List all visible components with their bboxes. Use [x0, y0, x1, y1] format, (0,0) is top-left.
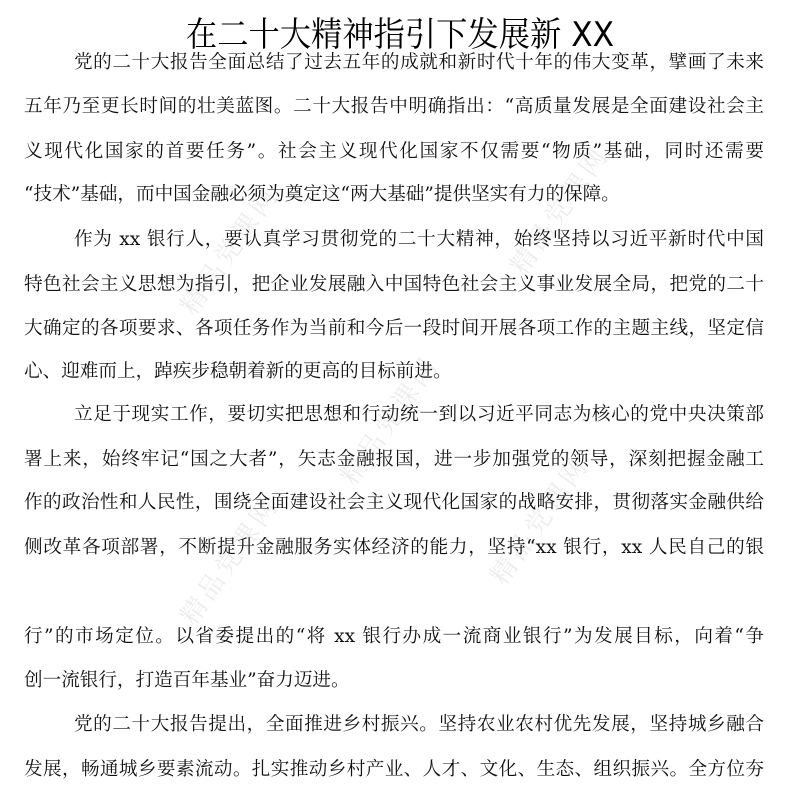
- paragraph-line: 党的二十大报告提出，全面推进乡村振兴。坚持农业农村优先发展，坚持城乡融合: [74, 714, 764, 735]
- paragraph-line: 作的政治性和人民性，围绕全面建设社会主义现代化国家的战略安排，贯彻落实金融供给: [24, 492, 764, 513]
- paragraph-line: 大确定的各项要求、各项任务作为当前和今后一段时间开展各项工作的主题主线，坚定信: [24, 318, 764, 339]
- paragraph-line: 行”的市场定位。以省委提出的“将 xx 银行办成一流商业银行”为发展目标，向着“争: [24, 626, 764, 647]
- watermark: 精品党课网: [504, 140, 616, 281]
- paragraph-line: 特色社会主义思想为指引，把企业发展融入中国特色社会主义事业发展全局，把党的二十: [24, 274, 764, 295]
- paragraph-line: 党的二十大报告全面总结了过去五年的成就和新时代十年的伟大变革，擘画了未来: [74, 52, 764, 73]
- document-title: 在二十大精神指引下发展新 XX: [185, 14, 615, 55]
- watermark: 精品党课网: [174, 180, 286, 321]
- watermark: 精品党课网: [334, 350, 446, 491]
- watermark: 精品党课网: [174, 490, 286, 631]
- paragraph-line: 发展，畅通城乡要素流动。扎实推动乡村产业、人才、文化、生态、组织振兴。全方位夯: [24, 759, 764, 780]
- paragraph-line: 作为 xx 银行人，要认真学习贯彻党的二十大精神，始终坚持以习近平新时代中国: [74, 229, 764, 250]
- paragraph-line: 立足于现实工作，要切实把思想和行动统一到以习近平同志为核心的党中央决策部: [74, 404, 764, 425]
- paragraph-line: 侧改革各项部署，不断提升金融服务实体经济的能力，坚持“xx 银行，xx 人民自己的银: [24, 537, 764, 558]
- watermark: 精品党课网: [484, 450, 596, 591]
- paragraph-line: 义现代化国家的首要任务”。社会主义现代化国家不仅需要“物质”基础，同时还需要: [24, 141, 764, 162]
- paragraph-line: “技术”基础，而中国金融必须为奠定这“两大基础”提供坚实有力的保障。: [24, 184, 620, 205]
- paragraph-line: 署上来，始终牢记“国之大者”，矢志金融报国，进一步加强党的领导，深刻把握金融工: [24, 449, 764, 470]
- paragraph-line: 创一流银行，打造百年基业”奋力迈进。: [24, 670, 350, 691]
- paragraph-line: 五年乃至更长时间的壮美蓝图。二十大报告中明确指出：“高质量发展是全面建设社会主: [24, 96, 764, 117]
- paragraph-line: 心、迎难而上，踔疾步稳朝着新的更高的目标前进。: [24, 361, 452, 382]
